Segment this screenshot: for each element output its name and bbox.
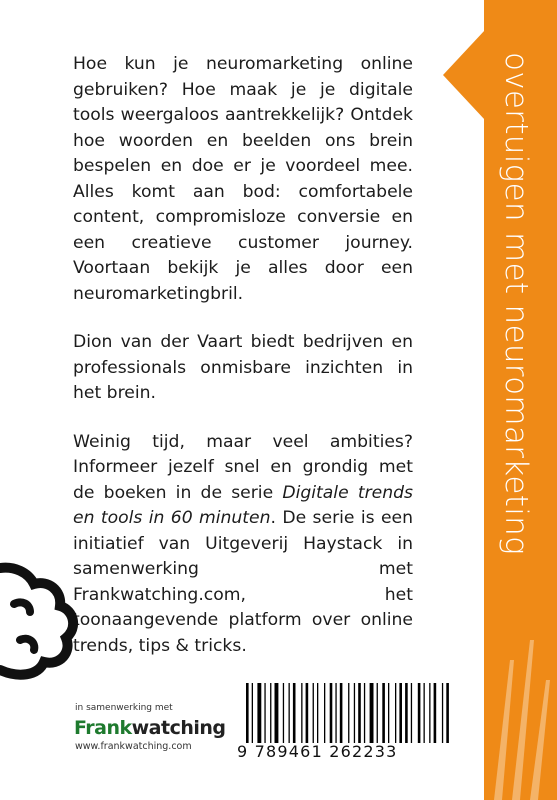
- barcode-bar: [257, 683, 261, 743]
- barcode-bar: [348, 683, 349, 743]
- spine-notch: [443, 30, 485, 120]
- author-name: Dion van der Vaart: [73, 332, 243, 352]
- barcode-bar: [293, 683, 296, 743]
- spine-title: [492, 52, 532, 662]
- barcode-bar: [313, 683, 314, 743]
- barcode-bar: [424, 683, 425, 743]
- barcode-bar: [354, 683, 355, 743]
- blurb-paragraph-3: [73, 430, 413, 660]
- barcode-bar: [388, 683, 389, 743]
- barcode-bar: [270, 683, 271, 743]
- partner-url: www.frankwatching.com: [75, 741, 192, 752]
- barcode-bar: [306, 683, 309, 743]
- frankwatching-logo: [74, 717, 226, 739]
- barcode-bar: [283, 683, 284, 743]
- barcode-bar: [317, 683, 318, 743]
- barcode-bar: [289, 683, 290, 743]
- barcode-bar: [252, 683, 253, 743]
- barcode: [242, 683, 477, 743]
- logo-frank: Frank: [74, 717, 132, 739]
- barcode-bar: [324, 683, 325, 743]
- series-name: Digitale trends en tools in 60 minuten: [73, 482, 413, 528]
- barcode-bar: [405, 683, 408, 743]
- barcode-bar: [418, 683, 421, 743]
- barcode-bar: [301, 683, 302, 743]
- logo-watching: watching: [131, 717, 226, 739]
- barcode-bar: [377, 683, 378, 743]
- partner-intro: in samenwerking met: [75, 703, 173, 713]
- barcode-bar: [275, 683, 279, 743]
- barcode-bar: [442, 683, 443, 743]
- barcode-bar: [264, 683, 265, 743]
- barcode-bar: [395, 683, 396, 743]
- spine-stripes: [484, 620, 557, 800]
- barcode-bar: [358, 683, 361, 743]
- barcode-bar: [411, 683, 412, 743]
- isbn-number: 9 789461 262233: [237, 742, 398, 761]
- barcode-bar: [364, 683, 365, 743]
- barcode-bar: [434, 683, 437, 743]
- back-cover-blurb: [73, 52, 413, 682]
- blurb-paragraph-2: [73, 330, 413, 407]
- spine-title-text: overtuigen met neuromarketing: [498, 52, 534, 555]
- blurb-paragraph-1: Hoe kun je neuromarketing online gebruiken? Hoe maak je je digitale tools weergaloos aantrekkelijk? Ontdek hoe woorden en beelden ons brein bespelen en doe er je voordeel mee. Alles komt aan bod: comfortabele content, compromisloze conversie en een creatieve customer journey. Voortaan bekijk je alles door een neuromarketingbril.: [73, 54, 413, 304]
- barcode-bar: [340, 683, 343, 743]
- barcode-bar: [382, 683, 385, 743]
- barcode-bar: [429, 683, 430, 743]
- barcode-bar: [246, 683, 249, 743]
- brain-outline-icon: [0, 560, 90, 680]
- barcode-bar: [399, 683, 402, 743]
- author-description: biedt bedrijven en professionals onmisbare inzichten in het brein.: [73, 332, 414, 403]
- barcode-bar: [330, 683, 333, 743]
- barcode-bar: [335, 683, 336, 743]
- series-intro: Weinig tijd, maar veel ambities? Informeer jezelf snel en grondig met de boeken in de serie: [73, 431, 413, 503]
- series-description: . De serie is een initiatief van Uitgeverij Haystack in samenwerking met Frankwatching.com, het toonaangevende platform over online trends, tips & tricks.: [73, 508, 413, 656]
- barcode-bar: [446, 683, 449, 743]
- barcode-bar: [370, 683, 374, 743]
